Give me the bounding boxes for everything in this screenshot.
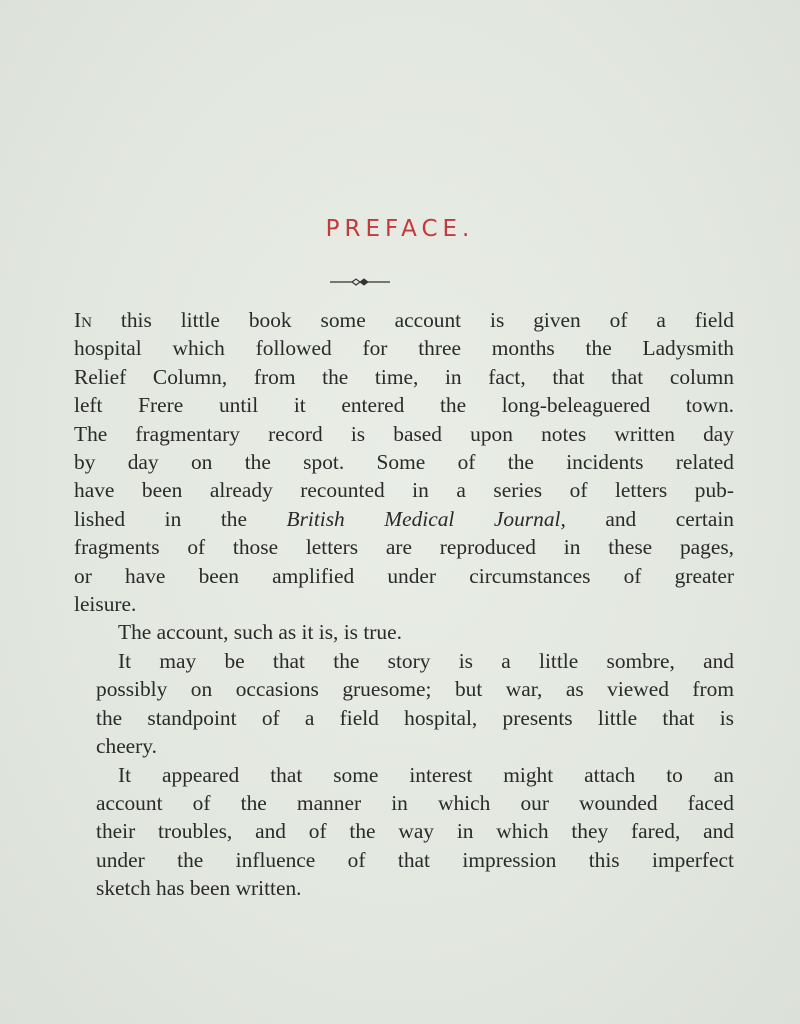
ornament-divider-icon bbox=[330, 276, 390, 288]
text-line: by day on the spot. Some of the incidents related bbox=[74, 450, 734, 475]
text-line: cheery. bbox=[96, 734, 157, 759]
text-line: or have been amplified under circumstances of greater bbox=[74, 563, 734, 588]
text-line: The account, such as it is, is true. bbox=[118, 620, 402, 645]
text-line: leisure. bbox=[74, 592, 137, 617]
text-line: fragments of those letters are reproduced in these pages, bbox=[74, 535, 734, 560]
paragraph-4 bbox=[74, 761, 734, 903]
text-line: sketch has been written. bbox=[96, 876, 302, 901]
paragraph-2 bbox=[74, 618, 734, 646]
text-line: left Frere until it entered the long-beleaguered town. bbox=[74, 393, 734, 418]
page-title: PREFACE. bbox=[325, 216, 475, 242]
text-line: hospital which followed for three months the Ladysmith bbox=[74, 336, 734, 361]
text-line: In this little book some account is given of a field bbox=[74, 308, 734, 332]
text-line: the standpoint of a field hospital, presents little that is bbox=[96, 705, 734, 730]
paragraph-3 bbox=[74, 647, 734, 761]
text-line: The fragmentary record is based upon notes written day bbox=[74, 421, 734, 446]
text-line: account of the manner in which our wounded faced bbox=[96, 790, 734, 815]
preface-body bbox=[74, 306, 734, 903]
text-line: It appeared that some interest might attach to an bbox=[118, 762, 734, 787]
text-line: their troubles, and of the way in which they fared, and bbox=[96, 819, 734, 844]
text-line: It may be that the story is a little sombre, and bbox=[118, 648, 734, 673]
text-line: have been already recounted in a series of letters pub- bbox=[74, 478, 734, 503]
paragraph-1 bbox=[74, 306, 734, 618]
journal-title: British Medical Journal, bbox=[286, 506, 566, 531]
text-line: under the influence of that impression this imperfect bbox=[96, 847, 734, 872]
text-line: lished in the British Medical Journal, and certain bbox=[74, 506, 734, 531]
text-line: Relief Column, from the time, in fact, that that column bbox=[74, 364, 734, 389]
drop-word: In bbox=[74, 308, 92, 332]
text-line: possibly on occasions gruesome; but war, as viewed from bbox=[96, 677, 734, 702]
